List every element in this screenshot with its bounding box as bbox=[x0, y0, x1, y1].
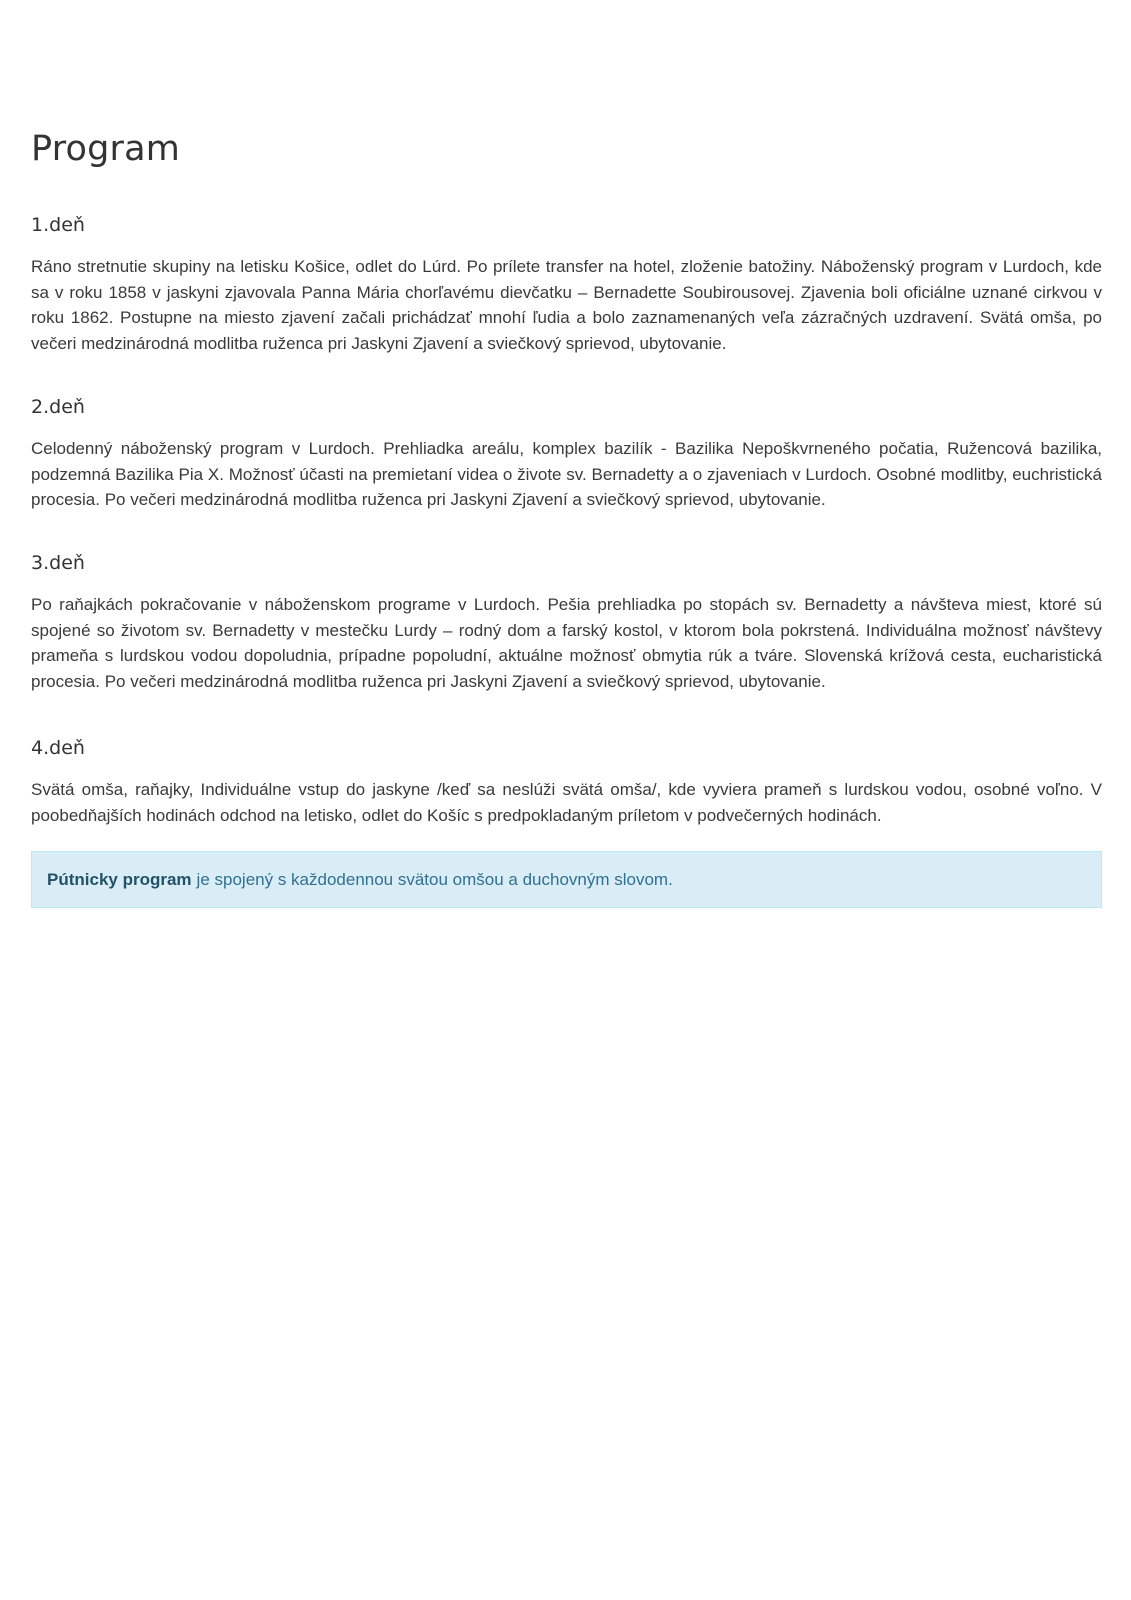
day-section-4 bbox=[31, 735, 1102, 828]
info-alert-box bbox=[31, 851, 1102, 908]
info-bold-label: Pútnicky program bbox=[47, 869, 192, 889]
day-heading: 4.deň bbox=[31, 737, 85, 759]
day-heading: 1.deň bbox=[31, 214, 85, 236]
info-text: je spojený s každodennou svätou omšou a duchovným slovom. bbox=[196, 869, 673, 889]
day-section-2 bbox=[31, 394, 1102, 513]
day-description: Svätá omša, raňajky, Individuálne vstup do jaskyne /keď sa neslúži svätá omša/, kde vyviera prameň s lurdskou vodou, osobné voľno. V poobedňajších hodinách odchod na letisko, odlet do Košíc s predpokladaným príletom v podvečerných hodinách. bbox=[31, 780, 1102, 825]
page-title: Program bbox=[31, 129, 181, 169]
day-section-1 bbox=[31, 212, 1102, 356]
day-section-3 bbox=[31, 550, 1102, 694]
day-description: Celodenný náboženský program v Lurdoch. Prehliadka areálu, komplex bazilík - Bazilika Nepoškvrneného počatia, Ružencová bazilika, podzemná Bazilika Pia X. Možnosť účasti na premietaní videa o živote sv. Bernadetty a o zjaveniach v Lurdoch. Osobné modlitby, euchristická procesia. Po večeri medzinárodná modlitba ruženca pri Jaskyni Zjavení a sviečkový sprievod, ubytovanie. bbox=[31, 439, 1102, 509]
day-heading: 2.deň bbox=[31, 396, 85, 418]
day-description: Po raňajkách pokračovanie v náboženskom programe v Lurdoch. Pešia prehliadka po stopách sv. Bernadetty a návšteva miest, ktoré sú spojené so životom sv. Bernadetty v mestečku Lurdy – rodný dom a farský kostol, v ktorom bola pokrstená. Individuálna možnosť návštevy prameňa s lurdskou vodou dopoludnia, prípadne popoludní, aktuálne možnosť obmytia rúk a tváre. Slovenská krížová cesta, eucharistická procesia. Po večeri medzinárodná modlitba ruženca pri Jaskyni Zjavení a sviečkový sprievod, ubytovanie. bbox=[31, 595, 1102, 691]
day-description: Ráno stretnutie skupiny na letisku Košice, odlet do Lúrd. Po prílete transfer na hotel, zloženie batožiny. Náboženský program v Lurdoch, kde sa v roku 1858 v jaskyni zjavovala Panna Mária chorľavému dievčatku – Bernadette Soubirousovej. Zjavenia boli oficiálne uznané cirkvou v roku 1862. Postupne na miesto zjavení začali prichádzať mnohí ľudia a bolo zaznamenaných veľa zázračných uzdravení. Svätá omša, po večeri medzinárodná modlitba ruženca pri Jaskyni Zjavení a sviečkový sprievod, ubytovanie. bbox=[31, 257, 1102, 353]
day-heading: 3.deň bbox=[31, 552, 85, 574]
